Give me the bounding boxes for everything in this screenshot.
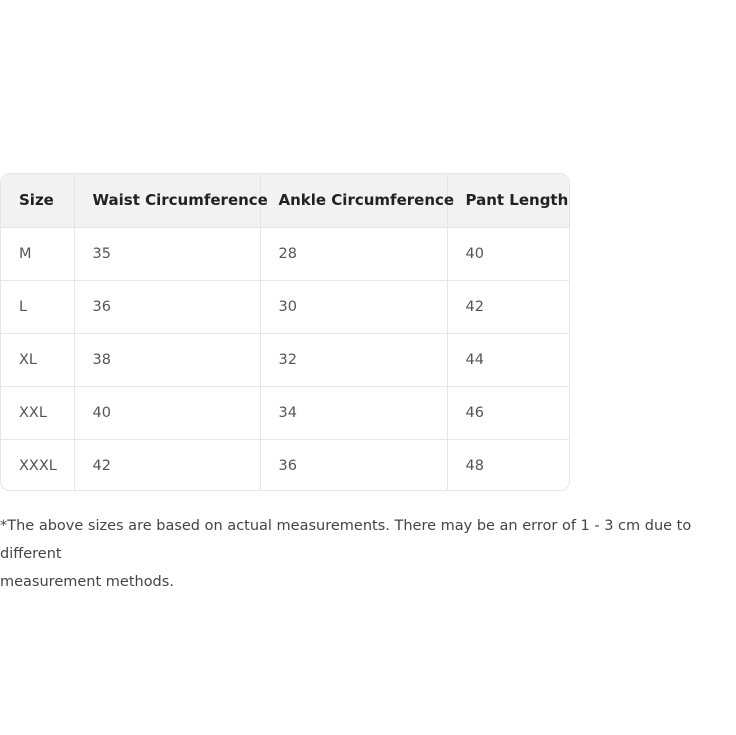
header-size: Size <box>1 174 74 227</box>
cell-length: 48 <box>465 457 484 474</box>
cell-waist: 35 <box>74 227 260 280</box>
cell-size: XXL <box>1 386 74 439</box>
cell-size: L <box>1 280 74 333</box>
cell-ankle: 28 <box>260 227 447 280</box>
size-chart-table <box>0 173 570 491</box>
measurement-note-line-1: *The above sizes are based on actual measurements. There may be an error of 1 - 3 cm due to different <box>0 518 692 562</box>
table-row <box>1 280 569 333</box>
table-row <box>1 333 569 386</box>
table-row <box>1 439 569 491</box>
header-pant-length: Pant Length <box>447 174 569 227</box>
cell-ankle: 30 <box>260 280 447 333</box>
size-table <box>1 174 569 491</box>
cell-length: 42 <box>447 280 569 333</box>
measurement-note <box>0 512 736 596</box>
cell-length: 40 <box>447 227 569 280</box>
cell-length: 46 <box>447 386 569 439</box>
cell-size: XXXL <box>1 439 74 491</box>
header-waist-circumference: Waist Circumference <box>74 174 260 227</box>
measurement-note-line-2: measurement methods. <box>0 574 174 590</box>
cell-waist: 36 <box>74 280 260 333</box>
table-header-row <box>1 174 569 227</box>
header-ankle-circumference: Ankle Circumference <box>260 174 447 227</box>
cell-waist: 38 <box>74 333 260 386</box>
cell-waist: 42 <box>74 439 260 491</box>
cell-ankle: 36 <box>260 439 447 491</box>
cell-length: 44 <box>447 333 569 386</box>
cell-size: XL <box>1 333 74 386</box>
table-row <box>1 227 569 280</box>
cell-ankle: 34 <box>260 386 447 439</box>
cell-size: M <box>1 227 74 280</box>
cell-ankle: 32 <box>260 333 447 386</box>
cell-waist: 40 <box>74 386 260 439</box>
table-row <box>1 386 569 439</box>
